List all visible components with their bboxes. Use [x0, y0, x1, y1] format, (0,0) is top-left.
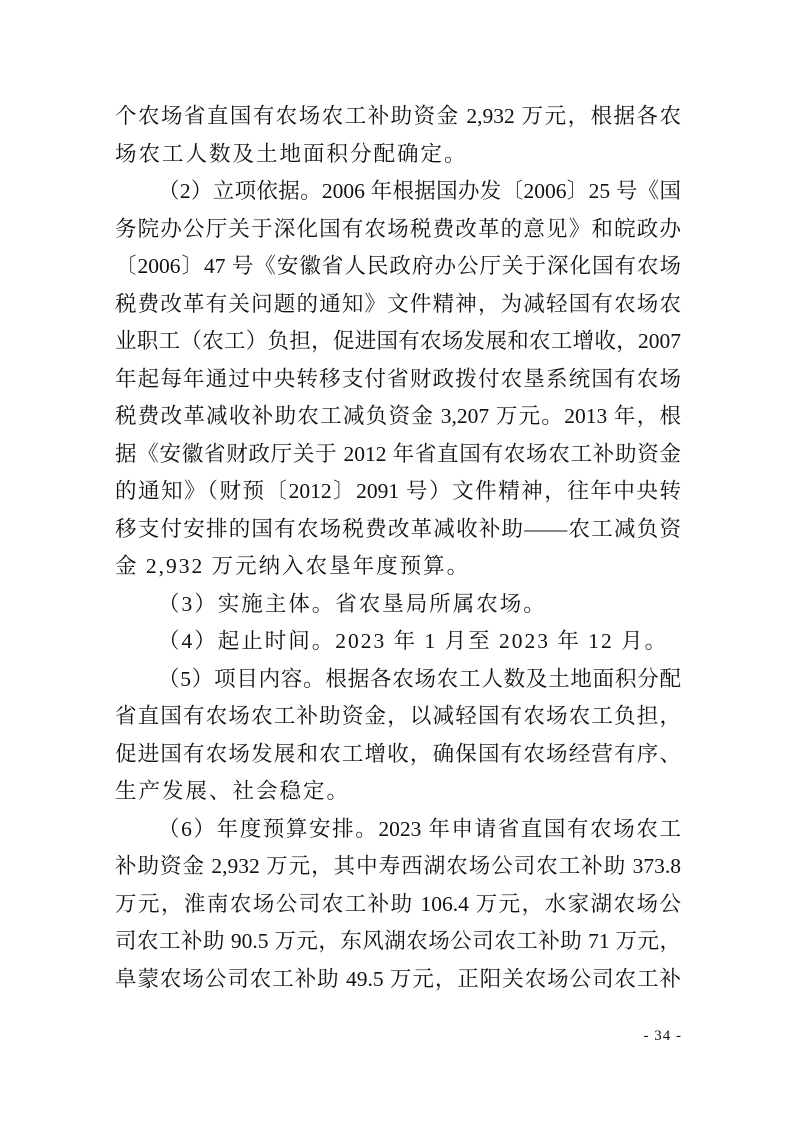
- text-line: 移支付安排的国有农场税费改革减收补助——农工减负资: [115, 516, 681, 541]
- text-line: （4）起止时间。2023 年 1 月至 2023 年 12 月。: [158, 629, 669, 653]
- body-text: [115, 98, 681, 998]
- text-line: 万元，淮南农场公司农工补助 106.4 万元，水家湖农场公: [115, 891, 681, 916]
- text-line: 务院办公厅关于深化国有农场税费改革的意见》和皖政办: [115, 216, 681, 241]
- text-line: 阜蒙农场公司农工补助 49.5 万元，正阳关农场公司农工补: [115, 966, 681, 991]
- text-line: （3）实施主体。省农垦局所属农场。: [158, 591, 547, 616]
- text-line: （5）项目内容。根据各农场农工人数及土地面积分配: [158, 666, 681, 691]
- page-number: - 34 -: [643, 1028, 682, 1044]
- text-line: 促进国有农场发展和农工增收，确保国有农场经营有序、: [115, 741, 681, 766]
- text-line: 业职工（农工）负担，促进国有农场发展和农工增收，2007: [115, 329, 681, 353]
- text-line: 生产发展、社会稳定。: [115, 779, 351, 803]
- text-line: 税费改革减收补助农工减负资金 3,207 万元。2013 年，根: [115, 404, 681, 428]
- text-line: 年起每年通过中央转移支付省财政拨付农垦系统国有农场: [115, 366, 681, 391]
- text-line: 个农场省直国有农场农工补助资金 2,932 万元，根据各农: [115, 104, 681, 128]
- text-line: 场农工人数及土地面积分配确定。: [115, 141, 468, 166]
- text-line: （6）年度预算安排。2023 年申请省直国有农场农工: [158, 816, 681, 841]
- text-line: 的通知》（财预〔2012〕2091 号）文件精神，往年中央转: [115, 479, 681, 503]
- text-line: 补助资金 2,932 万元，其中寿西湖农场公司农工补助 373.8: [115, 854, 681, 878]
- text-line: 〔2006〕47 号《安徽省人民政府办公厅关于深化国有农场: [115, 254, 681, 278]
- text-line: 金 2,932 万元纳入农垦年度预算。: [115, 554, 471, 578]
- text-line: 据《安徽省财政厅关于 2012 年省直国有农场农工补助资金: [115, 441, 681, 466]
- text-line: 税费改革有关问题的通知》文件精神，为减轻国有农场农: [115, 291, 681, 316]
- text-line: （2）立项依据。2006 年根据国办发〔2006〕25 号《国: [158, 179, 681, 203]
- text-line: 省直国有农场农工补助资金，以减轻国有农场农工负担，: [115, 704, 681, 728]
- text-line: 司农工补助 90.5 万元，东风湖农场公司农工补助 71 万元，: [115, 929, 681, 953]
